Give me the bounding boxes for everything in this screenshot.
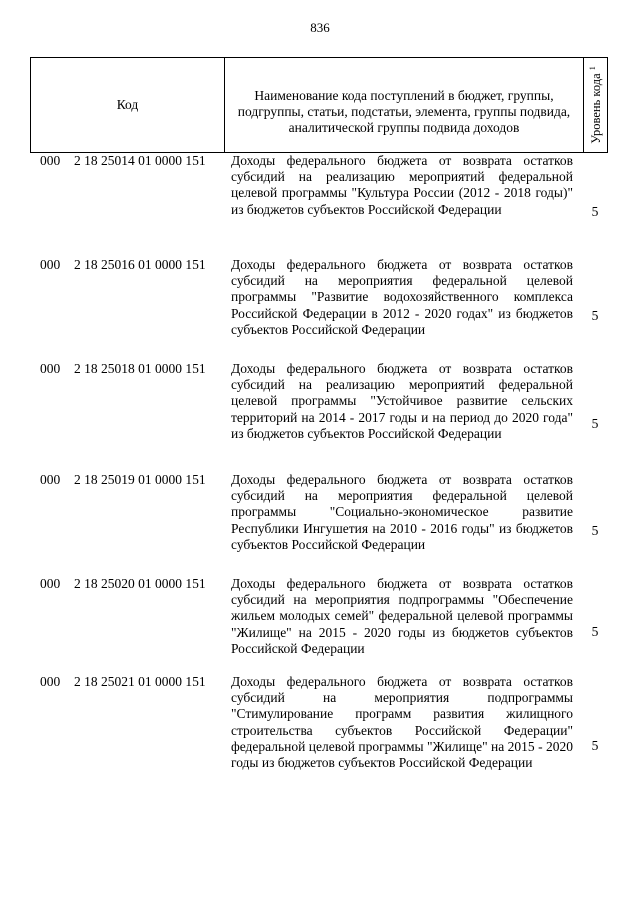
row-prefix: 000	[40, 153, 61, 168]
row-level: 5	[591, 415, 599, 431]
row-prefix: 000	[40, 674, 61, 689]
row-description: Доходы федерального бюджета от возврата остатков субсидий на мероприятия подпрограммы "Обеспечение жильем молодых семей" федеральной целевой программы "Жилище" на 2015 - 2020 годы из бюджетов субъектов Российской Федерации	[231, 576, 573, 656]
row-level: 5	[591, 624, 599, 639]
table-row	[30, 576, 608, 674]
header-code: Код	[31, 58, 225, 152]
row-code: 2 18 25018 01 0000 151	[74, 361, 206, 376]
table-row	[30, 153, 608, 257]
header-level-label: Уровень кода	[588, 73, 603, 144]
row-code: 2 18 25020 01 0000 151	[74, 576, 206, 591]
table-row	[30, 257, 608, 361]
row-description: Доходы федерального бюджета от возврата остатков субсидий на мероприятия подпрограммы "Стимулирование программ развития жилищного строительства субъектов Российской Федерации" федеральной целевой программы "Жилище" на 2015 - 2020 годы из бюджетов субъектов Российской Федерации	[231, 674, 573, 771]
row-code: 2 18 25021 01 0000 151	[74, 674, 206, 689]
row-prefix: 000	[40, 472, 61, 487]
table-row	[30, 674, 608, 804]
row-level: 5	[591, 738, 599, 753]
row-description: Доходы федерального бюджета от возврата остатков субсидий на мероприятия федеральной целевой программы "Социально-экономическое развитие Республики Ингушетия на 2010 - 2016 годы" из бюджетов субъектов Российской Федерации	[231, 472, 573, 552]
table-row	[30, 361, 608, 472]
row-level: 5	[591, 523, 599, 538]
table-body	[30, 153, 608, 804]
header-name: Наименование кода поступлений в бюджет, группы, подгруппы, статьи, подстатьи, элемента, группы подвида, аналитической группы подвида доходов	[225, 58, 584, 152]
row-prefix: 000	[40, 361, 61, 376]
row-description: Доходы федерального бюджета от возврата остатков субсидий на мероприятия федеральной целевой программы "Развитие водохозяйственного комплекса Российской Федерации в 2012 - 2020 годах" из бюджетов субъектов Российской Федерации	[231, 257, 573, 337]
row-level: 5	[591, 204, 599, 219]
row-prefix: 000	[40, 257, 61, 272]
header-level	[584, 58, 607, 152]
row-code: 2 18 25016 01 0000 151	[74, 257, 206, 272]
row-description: Доходы федерального бюджета от возврата остатков субсидий на реализацию мероприятий федеральной целевой программы "Культура России (2012 - 2018 годы)" из бюджетов субъектов Российской Федерации	[231, 153, 573, 217]
row-prefix: 000	[40, 576, 61, 591]
row-code: 2 18 25019 01 0000 151	[74, 472, 206, 487]
row-code: 2 18 25014 01 0000 151	[74, 153, 206, 168]
row-description: Доходы федерального бюджета от возврата остатков субсидий на реализацию мероприятий федеральной целевой программы "Устойчивое развитие сельских территорий на 2014 - 2017 годы и на период до 2020 года" из бюджетов субъектов Российской Федерации	[231, 361, 573, 441]
header-level-footnote: 1	[587, 66, 597, 71]
table-header	[30, 57, 608, 153]
header-level-text	[587, 66, 603, 144]
table-row	[30, 472, 608, 576]
page-number: 836	[310, 20, 330, 35]
row-level: 5	[591, 308, 599, 323]
